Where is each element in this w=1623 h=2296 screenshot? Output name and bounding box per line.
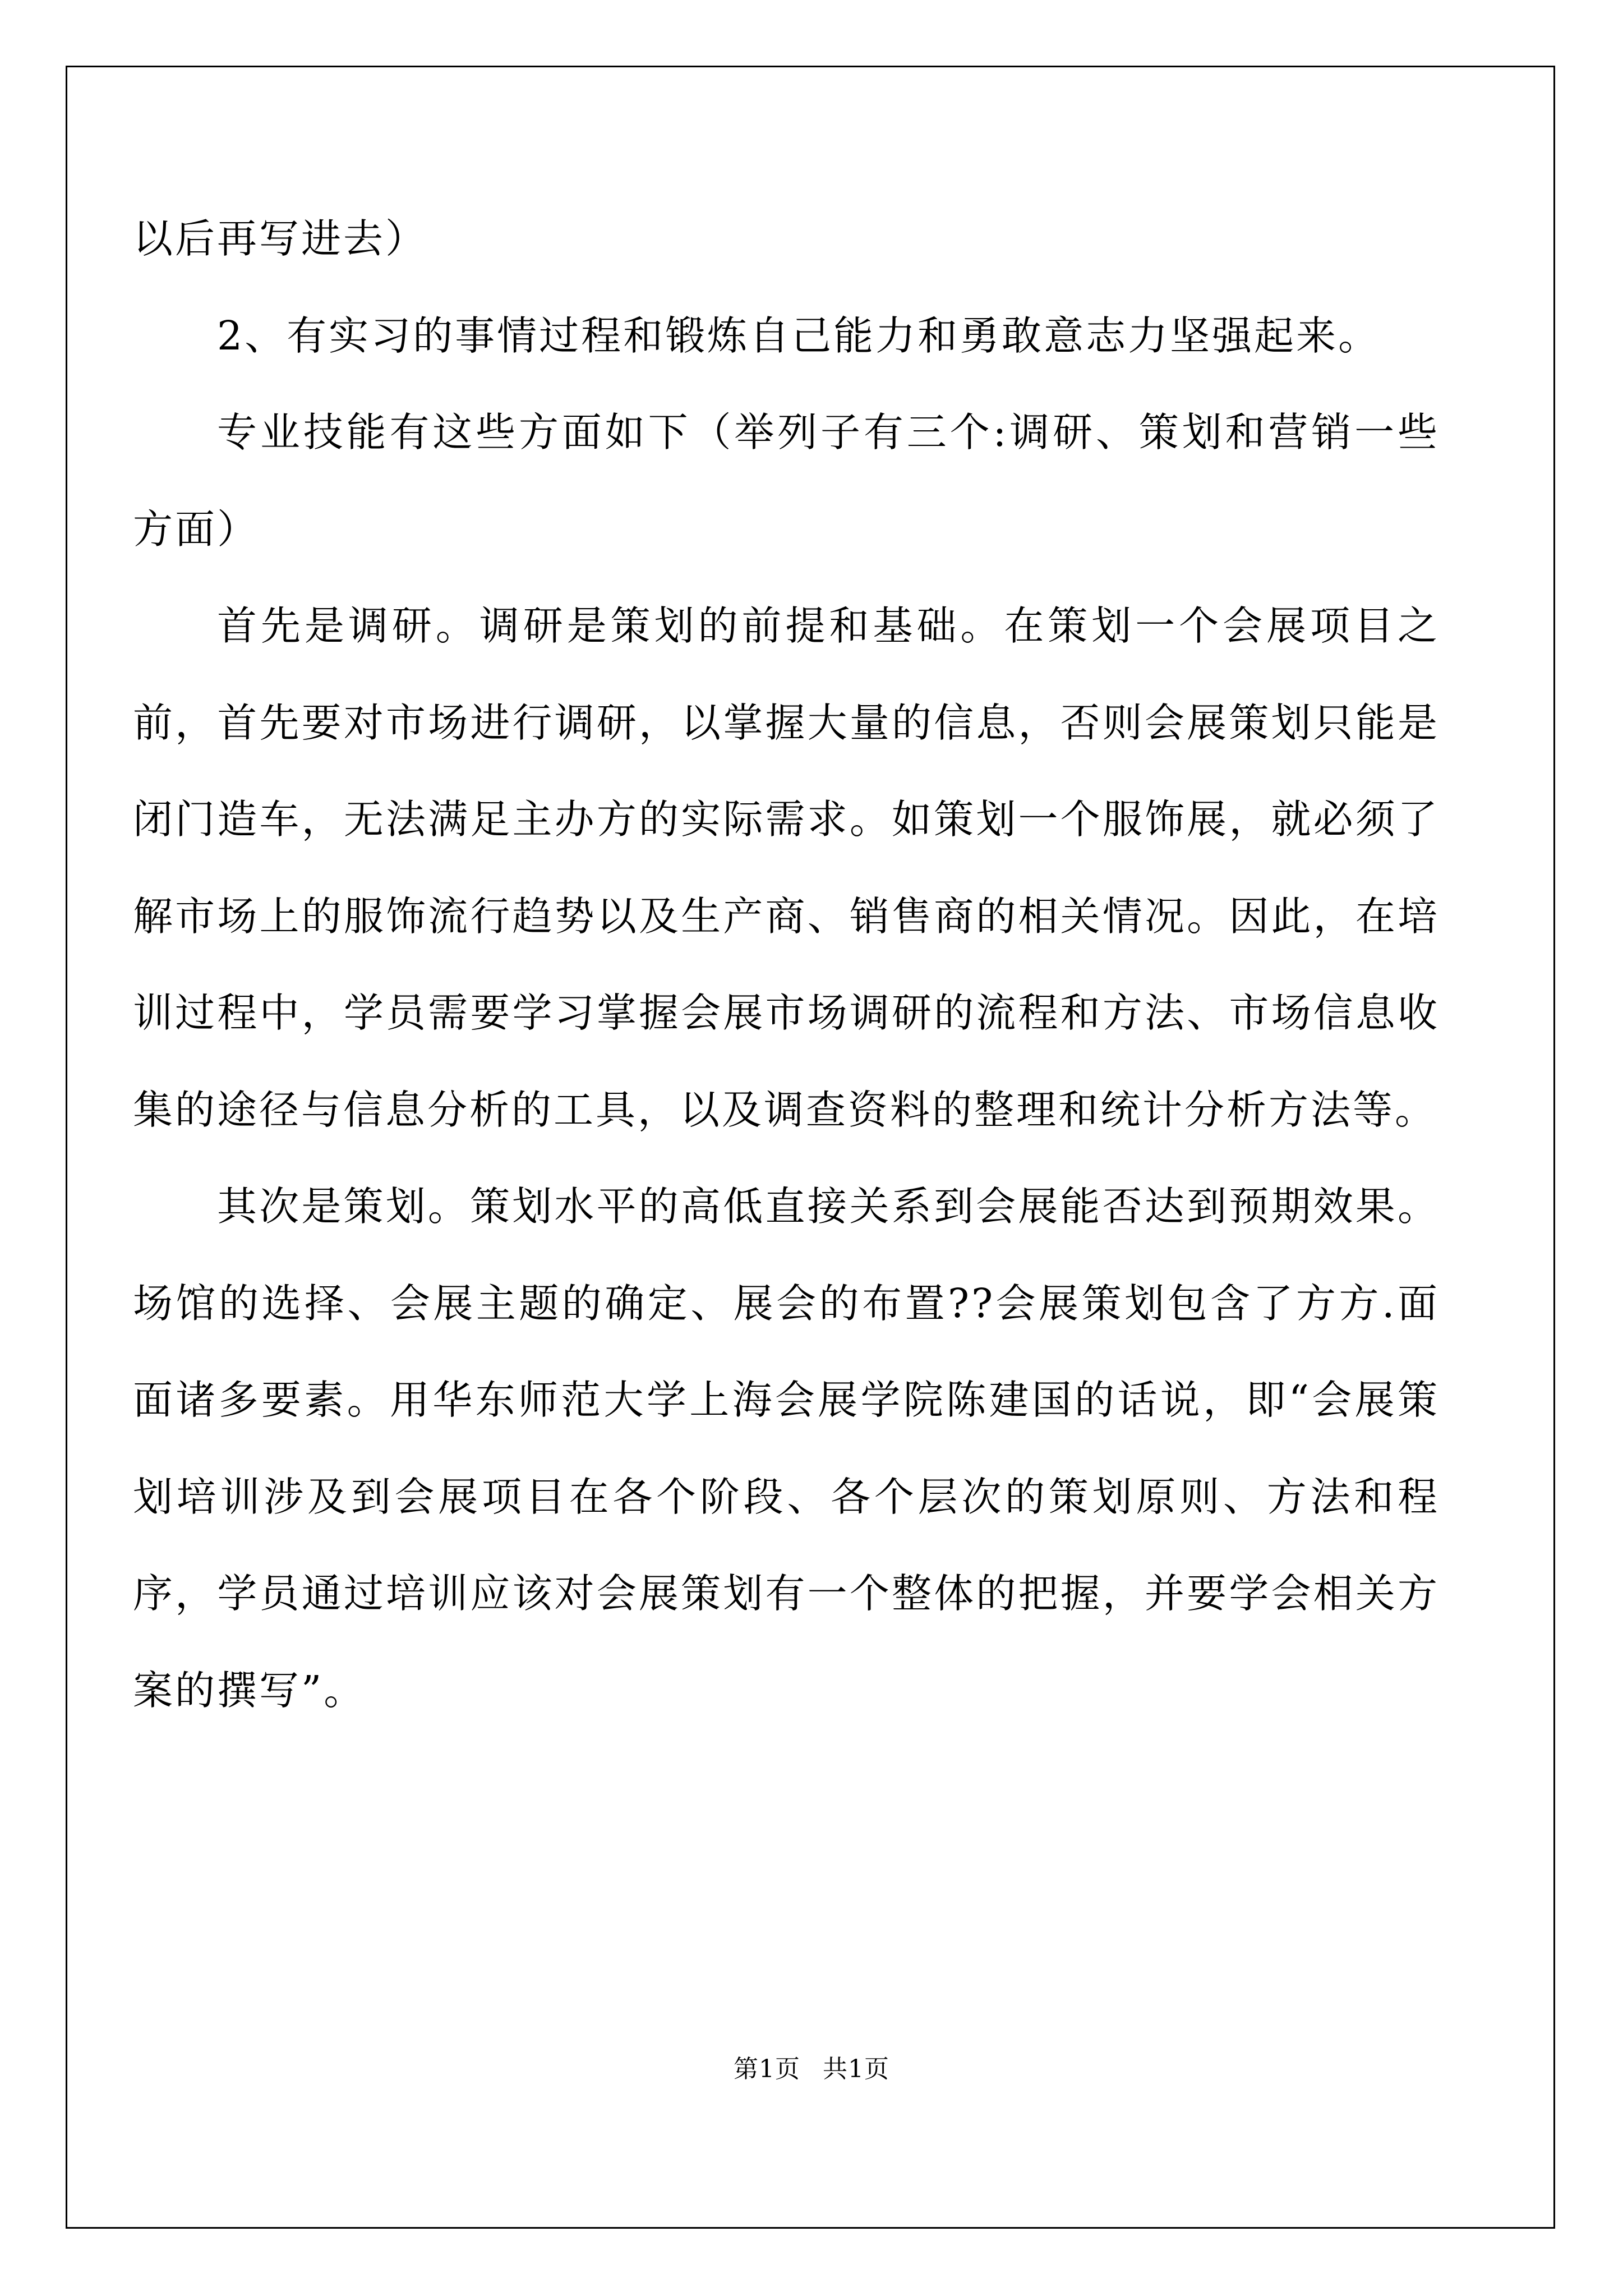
paragraph-research: 首先是调研。调研是策划的前提和基础。在策划一个会展项目之前，首先要对市场进行调研，以掌握大量的信息，否则会展策划只能是闭门造车，无法满足主办方的实际需求。如策划一个服饰展，就必须了解市场上的服饰流行趋势以及生产商、销售商的相关情况。因此，在培训过程中，学员需要学习掌握会展市场调研的流程和方法、市场信息收集的途径与信息分析的工具，以及调查资料的整理和统计分析方法等。 [133,602,1440,1133]
paragraph-skills-intro: 专业技能有这些方面如下（举列子有三个:调研、策划和营销一些方面） [133,409,1440,553]
page-count: 共1页 [823,2055,889,2083]
paragraph-point-2: 2、有实习的事情过程和锻炼自己能力和勇敢意志力坚强起来。 [217,312,1381,359]
page-footer [0,2049,1623,2085]
page-number: 第1页 [734,2055,800,2083]
paragraph-planning: 其次是策划。策划水平的高低直接关系到会展能否达到预期效果。场馆的选择、会展主题的确定、展会的布置??会展策划包含了方方.面面诸多要素。用华东师范大学上海会展学院陈建国的话说，即“会展策划培训涉及到会展项目在各个阶段、各个层次的策划原则、方法和程序，学员通过培训应该对会展策划有一个整体的把握，并要学会相关方案的撰写”。 [133,1183,1440,1714]
document-body [133,191,1440,1739]
paragraph-continuation: 以后再写进去） [133,215,428,262]
